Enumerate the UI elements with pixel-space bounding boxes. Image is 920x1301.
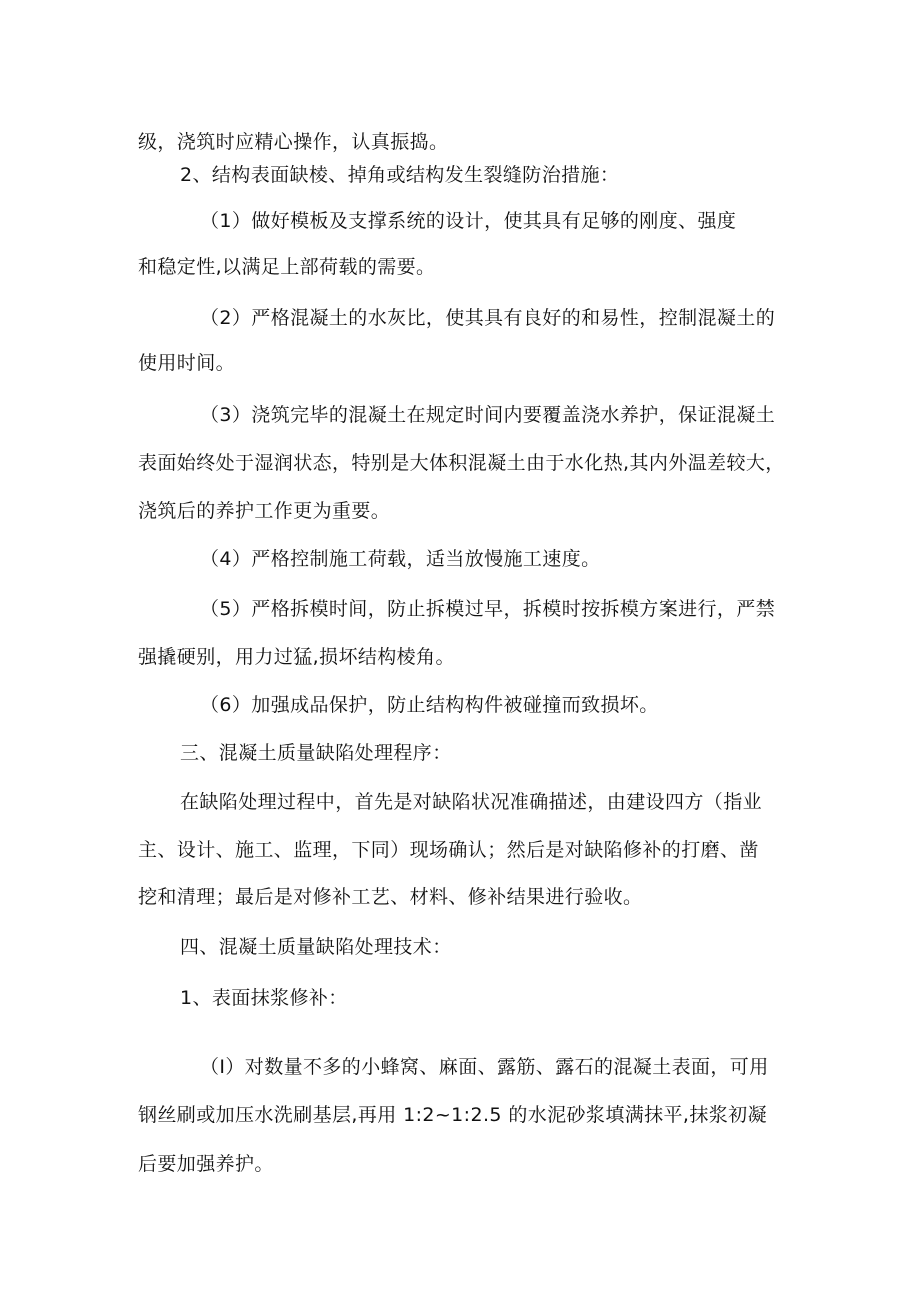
text-line: 级，浇筑时应精心操作，认真振捣。 — [138, 131, 449, 153]
text-line: 主、设计、施工、监理，下同）现场确认；然后是对缺陷修补的打磨、凿 — [138, 839, 759, 861]
paragraph-line: 在缺陷处理过程中，首先是对缺陷状况准确描述，由建设四方（指业 — [180, 791, 763, 813]
list-item: （5）严格拆模时间，防止拆模过早，拆模时按拆模方案进行，严禁 — [200, 598, 776, 620]
section-heading: 1、表面抹浆修补： — [180, 987, 348, 1009]
list-item: （4）严格控制施工荷载，适当放慢施工速度。 — [200, 548, 601, 570]
list-item: （I）对数量不多的小蜂窝、麻面、露筋、露石的混凝土表面，可用 — [200, 1056, 769, 1078]
section-heading: 三、混凝土质量缺陷处理程序： — [180, 742, 452, 764]
list-item: （3）浇筑完毕的混凝土在规定时间内要覆盖浇水养护，保证混凝土 — [200, 404, 776, 426]
text-line: 钢丝刷或加压水洗刷基层,再用 1:2~1:2.5 的水泥砂浆填满抹平,抹浆初凝 — [138, 1104, 767, 1126]
text-line: 和稳定性,以满足上部荷载的需要。 — [138, 256, 436, 278]
text-line: 表面始终处于湿润状态，特别是大体积混凝土由于水化热,其内外温差较大， — [138, 452, 785, 474]
list-item: （1）做好模板及支撑系统的设计，使其具有足够的刚度、强度 — [200, 210, 737, 232]
section-heading: 四、混凝土质量缺陷处理技术： — [180, 936, 452, 958]
list-item: （6）加强成品保护，防止结构构件被碰撞而致损坏。 — [200, 694, 659, 716]
text-line: 使用时间。 — [138, 352, 236, 374]
list-item: （2）严格混凝土的水灰比，使其具有良好的和易性，控制混凝土的 — [200, 307, 776, 329]
section-heading: 2、结构表面缺棱、掉角或结构发生裂缝防治措施： — [180, 164, 620, 186]
text-line: 强撬硬别，用力过猛,损坏结构棱角。 — [138, 646, 455, 668]
text-line: 后要加强养护。 — [138, 1153, 274, 1175]
text-line: 浇筑后的养护工作更为重要。 — [138, 500, 391, 522]
text-line: 挖和清理；最后是对修补工艺、材料、修补结果进行验收。 — [138, 886, 643, 908]
